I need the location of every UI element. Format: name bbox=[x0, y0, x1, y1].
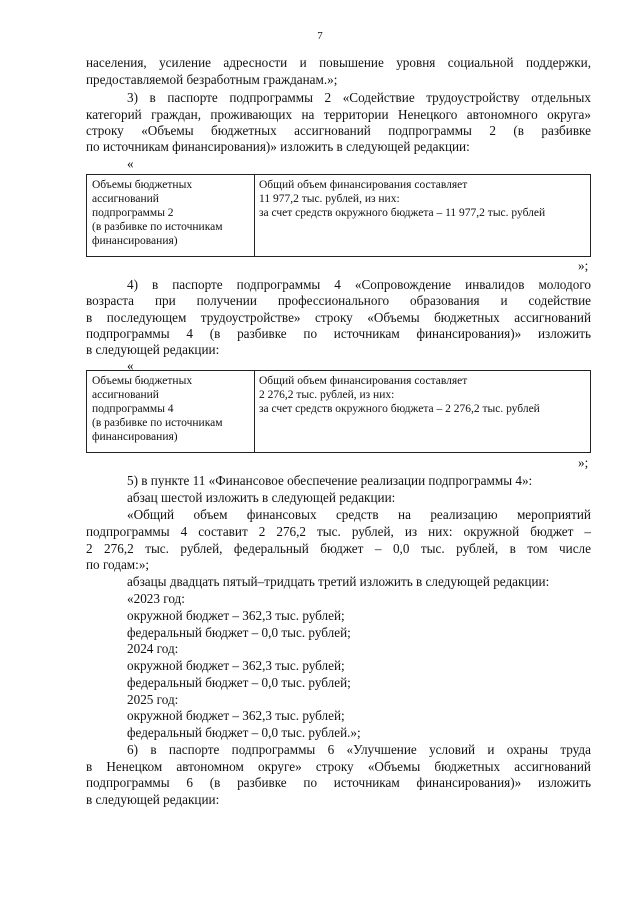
text-line: «2023 год: bbox=[127, 591, 185, 606]
close-quote: »; bbox=[578, 258, 589, 273]
text-line: по источникам финансирования)» изложить в следующей редакции: bbox=[86, 139, 470, 154]
table-label-line: подпрограммы 4 bbox=[92, 403, 174, 415]
text-line: подпрограммы 4 составит 2 276,2 тыс. рублей, из них: окружной бюджет – bbox=[86, 524, 591, 539]
table-value-line: за счет средств окружного бюджета – 11 977,2 тыс. рублей bbox=[259, 207, 546, 219]
text-line: 2025 год: bbox=[127, 692, 179, 707]
table-label-line: ассигнований bbox=[92, 193, 159, 205]
text-line: в Ненецком автономном округе» строку «Объемы бюджетных ассигнований bbox=[86, 759, 591, 774]
budget-table-subprogram-2 bbox=[86, 174, 591, 257]
text-line: абзац шестой изложить в следующей редакции: bbox=[127, 490, 396, 505]
text-line: в последующем трудоустройстве» строку «Объемы бюджетных ассигнований bbox=[86, 310, 591, 325]
table-value-line: Общий объем финансирования составляет bbox=[259, 179, 468, 191]
text-line: 3) в паспорте подпрограммы 2 «Содействие трудоустройству отдельных bbox=[127, 90, 591, 105]
text-line: 2 276,2 тыс. рублей, федеральный бюджет – 0,0 тыс. рублей, в том числе bbox=[86, 541, 591, 556]
text-line: категорий граждан, проживающих на территории Ненецкого автономного округа» bbox=[86, 107, 591, 122]
table-value-line: 11 977,2 тыс. рублей, из них: bbox=[259, 193, 400, 205]
close-quote: »; bbox=[578, 455, 589, 470]
table-label-line: (в разбивке по источникам bbox=[92, 221, 223, 233]
text-line: в следующей редакции: bbox=[86, 342, 220, 357]
open-quote: « bbox=[127, 358, 134, 373]
open-quote: « bbox=[127, 156, 134, 171]
table-label-line: Объемы бюджетных bbox=[92, 375, 193, 387]
text-line: предоставляемой безработным гражданам.»; bbox=[86, 72, 338, 87]
table-label-line: ассигнований bbox=[92, 389, 159, 401]
text-line: 6) в паспорте подпрограммы 6 «Улучшение условий и охраны труда bbox=[127, 742, 591, 757]
text-line: подпрограммы 4 (в разбивке по источникам финансирования)» изложить bbox=[86, 326, 591, 341]
table-value-line: за счет средств окружного бюджета – 2 276,2 тыс. рублей bbox=[259, 403, 540, 415]
text-line: 4) в паспорте подпрограммы 4 «Сопровождение инвалидов молодого bbox=[127, 277, 591, 292]
table-label-line: подпрограммы 2 bbox=[92, 207, 174, 219]
table-value-line: Общий объем финансирования составляет bbox=[259, 375, 468, 387]
budget-table-subprogram-4 bbox=[86, 370, 591, 453]
text-line: по годам:»; bbox=[86, 557, 150, 572]
text-line: населения, усиление адресности и повышение уровня социальной поддержки, bbox=[86, 55, 591, 70]
text-line: федеральный бюджет – 0,0 тыс. рублей; bbox=[127, 625, 351, 640]
text-line: 2024 год: bbox=[127, 641, 179, 656]
text-line: абзацы двадцать пятый–тридцать третий изложить в следующей редакции: bbox=[127, 574, 550, 589]
table-label-line: (в разбивке по источникам bbox=[92, 417, 223, 429]
text-line: подпрограммы 6 (в разбивке по источникам финансирования)» изложить bbox=[86, 775, 591, 790]
table-label-line: Объемы бюджетных bbox=[92, 179, 193, 191]
text-line: возраста при получении профессионального образования и содействие bbox=[86, 293, 591, 308]
text-line: федеральный бюджет – 0,0 тыс. рублей; bbox=[127, 675, 351, 690]
table-label-line: финансирования) bbox=[92, 431, 178, 443]
text-line: окружной бюджет – 362,3 тыс. рублей; bbox=[127, 608, 345, 623]
text-line: 5) в пункте 11 «Финансовое обеспечение реализации подпрограммы 4»: bbox=[127, 473, 533, 488]
page-number: 7 bbox=[317, 30, 323, 42]
text-line: окружной бюджет – 362,3 тыс. рублей; bbox=[127, 658, 345, 673]
text-line: в следующей редакции: bbox=[86, 792, 220, 807]
text-line: строку «Объемы бюджетных ассигнований подпрограммы 2 (в разбивке bbox=[86, 123, 591, 138]
table-value-line: 2 276,2 тыс. рублей, из них: bbox=[259, 389, 395, 401]
text-line: окружной бюджет – 362,3 тыс. рублей; bbox=[127, 708, 345, 723]
text-line: федеральный бюджет – 0,0 тыс. рублей.»; bbox=[127, 725, 361, 740]
table-label-line: финансирования) bbox=[92, 235, 178, 247]
text-line: «Общий объем финансовых средств на реализацию мероприятий bbox=[127, 507, 591, 522]
